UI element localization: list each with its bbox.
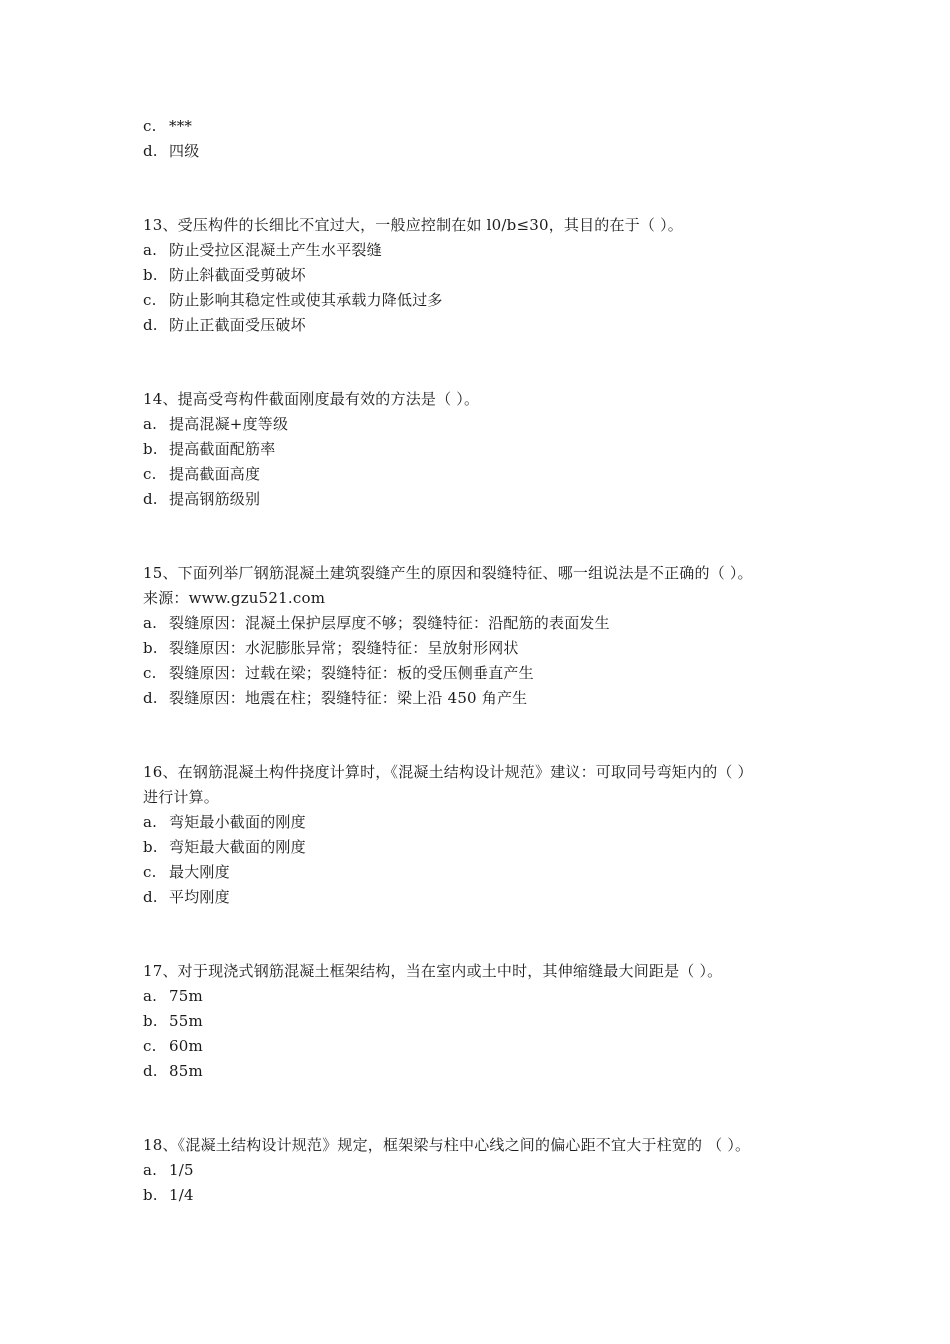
option-text: 55m xyxy=(169,1012,203,1030)
option-line xyxy=(143,139,823,164)
option-text: 提高截面配筋率 xyxy=(169,440,276,458)
option-text: 裂缝原因：过载在梁；裂缝特征：板的受压侧垂直产生 xyxy=(169,664,534,682)
question-title: 18、《混凝土结构设计规范》规定，框架梁与柱中心线之间的偏心距不宜大于柱宽的 （ ）。 xyxy=(143,1136,751,1154)
option-line xyxy=(143,288,823,313)
option-text: 提高钢筋级别 xyxy=(169,490,261,508)
option-text: 75m xyxy=(169,987,203,1005)
option-key: b. xyxy=(143,838,158,856)
option-line xyxy=(143,114,823,139)
option-text: 裂缝原因：水泥膨胀异常；裂缝特征：呈放射形网状 xyxy=(169,639,519,657)
option-line xyxy=(143,1034,823,1059)
option-line xyxy=(143,636,823,661)
option-line xyxy=(143,611,823,636)
option-key: a. xyxy=(143,415,158,433)
option-line xyxy=(143,1183,823,1208)
option-text: 提高截面高度 xyxy=(169,465,261,483)
option-key: b. xyxy=(143,440,158,458)
option-line xyxy=(143,487,823,512)
option-key: a. xyxy=(143,1161,158,1179)
option-text: 1/4 xyxy=(169,1186,194,1204)
option-key: c. xyxy=(143,465,157,483)
question-16 xyxy=(143,760,823,910)
option-text: 1/5 xyxy=(169,1161,194,1179)
option-text: 提高混凝+度等级 xyxy=(169,415,289,433)
option-line xyxy=(143,1009,823,1034)
option-text: 弯矩最大截面的刚度 xyxy=(169,838,306,856)
option-text: 裂缝原因：混凝土保护层厚度不够；裂缝特征：沿配筋的表面发生 xyxy=(169,614,610,632)
option-text: *** xyxy=(169,117,193,135)
option-line xyxy=(143,835,823,860)
option-text: 裂缝原因：地震在柱；裂缝特征：梁上沿 450 角产生 xyxy=(169,689,528,707)
option-line xyxy=(143,412,823,437)
question-17 xyxy=(143,959,823,1084)
option-line xyxy=(143,263,823,288)
question-title: 16、在钢筋混凝土构件挠度计算时，《混凝土结构设计规范》建议：可取同号弯矩内的（ ） xyxy=(143,763,753,781)
option-line xyxy=(143,238,823,263)
option-line xyxy=(143,860,823,885)
option-line xyxy=(143,984,823,1009)
option-key: d. xyxy=(143,1062,158,1080)
question-title: 13、受压构件的长细比不宜过大，一般应控制在如 l0/b≤30，其目的在于（ ）。 xyxy=(143,216,683,234)
option-text: 防止影响其稳定性或使其承载力降低过多 xyxy=(169,291,443,309)
option-key: b. xyxy=(143,1186,158,1204)
question-15 xyxy=(143,561,823,711)
option-key: c. xyxy=(143,291,157,309)
option-line xyxy=(143,810,823,835)
option-text: 平均刚度 xyxy=(169,888,230,906)
option-text: 85m xyxy=(169,1062,203,1080)
option-line xyxy=(143,313,823,338)
option-text: 最大刚度 xyxy=(169,863,230,881)
option-line xyxy=(143,1059,823,1084)
question-title: 15、下面列举厂钢筋混凝土建筑裂缝产生的原因和裂缝特征、哪一组说法是不正确的（ ）。 xyxy=(143,564,753,582)
option-key: b. xyxy=(143,1012,158,1030)
option-text: 四级 xyxy=(169,142,200,160)
option-key: c. xyxy=(143,863,157,881)
source-line: 来源：www.gzu521.com xyxy=(143,589,326,607)
option-key: d. xyxy=(143,316,158,334)
option-text: 弯矩最小截面的刚度 xyxy=(169,813,306,831)
option-text: 防止斜截面受剪破坏 xyxy=(169,266,306,284)
option-key: c. xyxy=(143,664,157,682)
leading-options xyxy=(143,114,823,164)
option-key: d. xyxy=(143,888,158,906)
option-key: a. xyxy=(143,987,158,1005)
option-line xyxy=(143,437,823,462)
option-text: 60m xyxy=(169,1037,203,1055)
option-key: c. xyxy=(143,1037,157,1055)
option-key: a. xyxy=(143,813,158,831)
question-title: 17、对于现浇式钢筋混凝土框架结构，当在室内或土中时，其伸缩缝最大间距是（ ）。 xyxy=(143,962,723,980)
option-key: b. xyxy=(143,266,158,284)
option-key: a. xyxy=(143,614,158,632)
question-title: 14、提高受弯构件截面刚度最有效的方法是（ ）。 xyxy=(143,390,480,408)
option-key: d. xyxy=(143,689,158,707)
option-key: d. xyxy=(143,490,158,508)
option-key: c. xyxy=(143,117,157,135)
option-line xyxy=(143,462,823,487)
question-18 xyxy=(143,1133,823,1208)
option-line xyxy=(143,661,823,686)
document-page xyxy=(143,114,823,1208)
option-line xyxy=(143,885,823,910)
option-key: d. xyxy=(143,142,158,160)
question-title-continued: 进行计算。 xyxy=(143,788,220,806)
question-14 xyxy=(143,387,823,512)
option-line xyxy=(143,686,823,711)
option-text: 防止正截面受压破坏 xyxy=(169,316,306,334)
option-line xyxy=(143,1158,823,1183)
option-text: 防止受拉区混凝土产生水平裂缝 xyxy=(169,241,382,259)
question-13 xyxy=(143,213,823,338)
option-key: b. xyxy=(143,639,158,657)
option-key: a. xyxy=(143,241,158,259)
